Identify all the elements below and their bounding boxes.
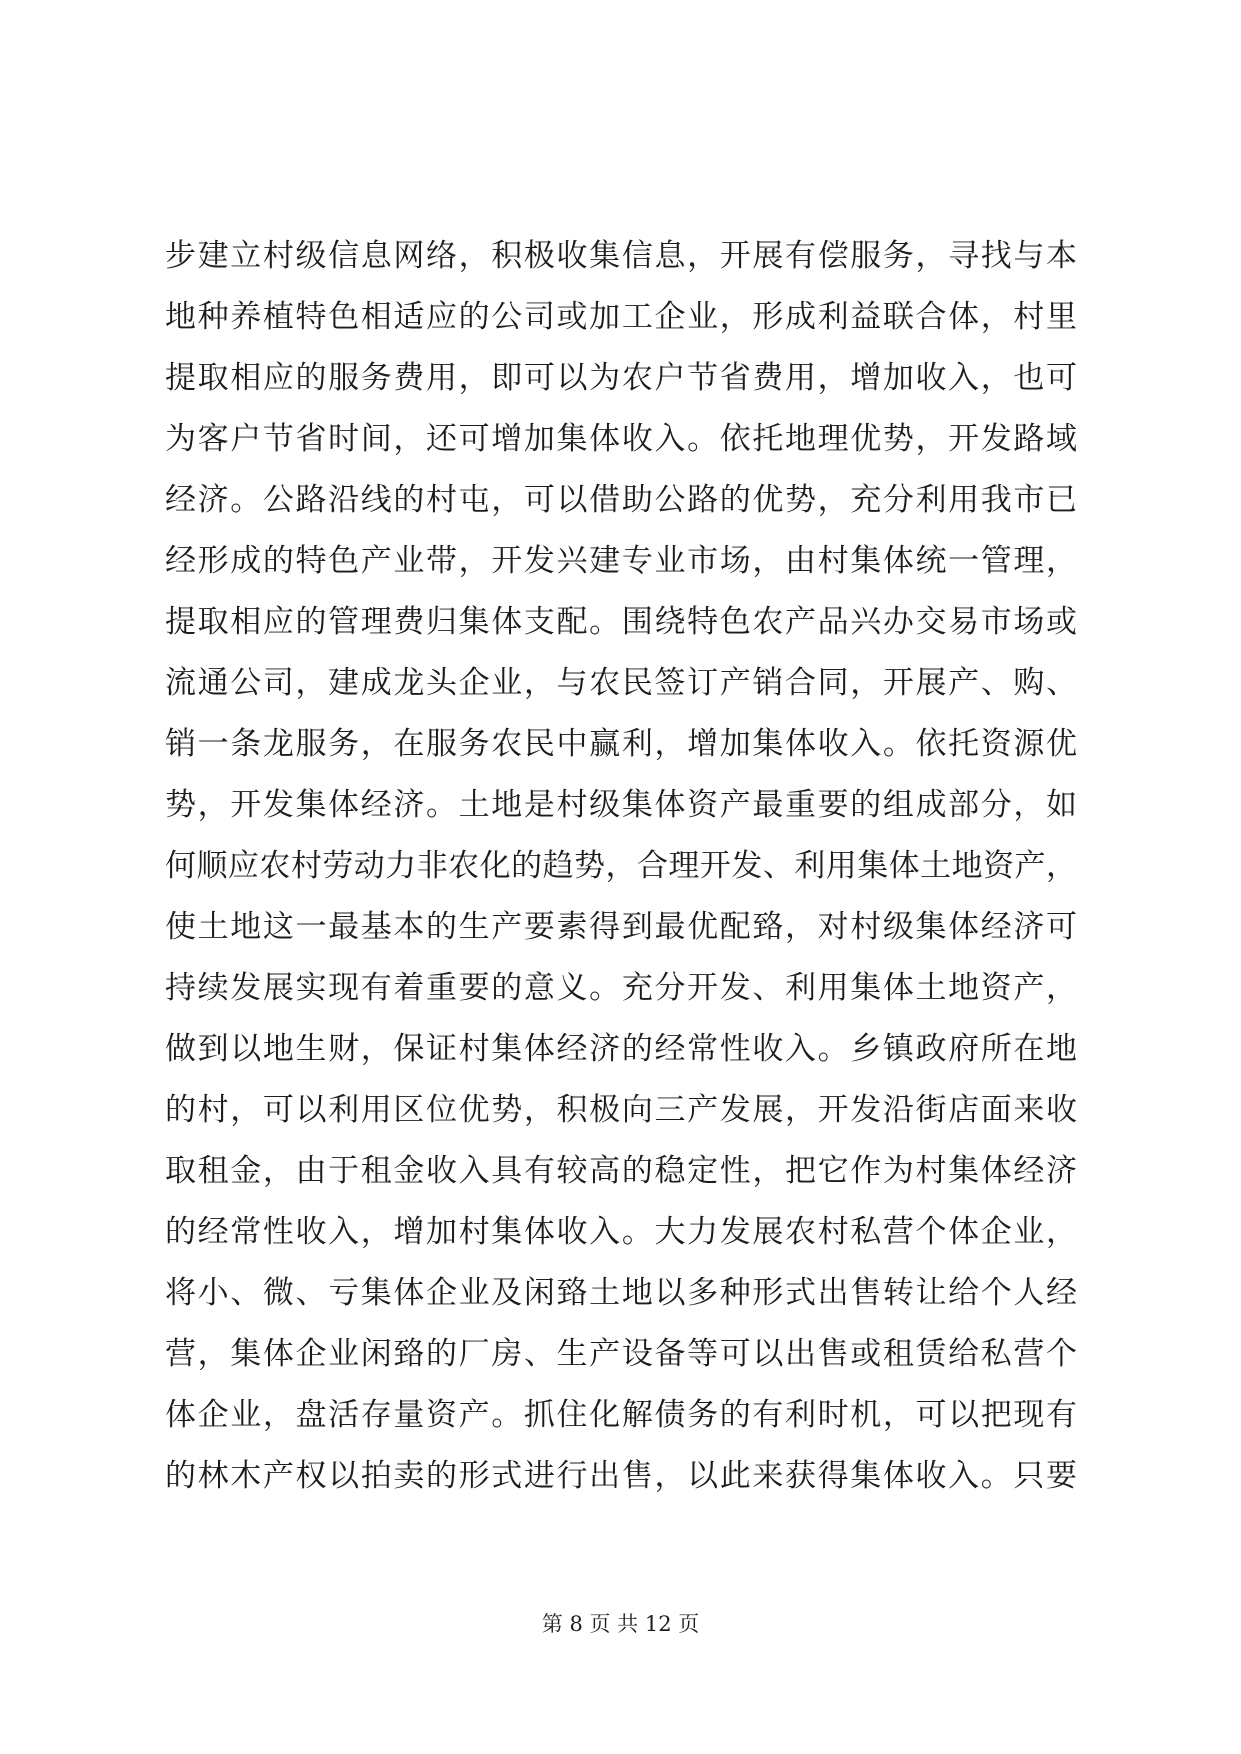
text-line: 取租金，由于租金收入具有较高的稳定性，把它作为村集体经济 bbox=[165, 1153, 1077, 1189]
text-line: 何顺应农村劳动力非农化的趋势，合理开发、利用集体土地资产， bbox=[165, 848, 1077, 884]
text-line: 营，集体企业闲臵的厂房、生产设备等可以出售或租赁给私营个 bbox=[165, 1336, 1077, 1372]
text-line: 经形成的特色产业带，开发兴建专业市场，由村集体统一管理， bbox=[165, 543, 1077, 579]
text-line: 的经常性收入，增加村集体收入。大力发展农村私营个体企业， bbox=[165, 1214, 1077, 1250]
text-line: 地种养植特色相适应的公司或加工企业，形成利益联合体，村里 bbox=[165, 299, 1077, 335]
text-line: 经济。公路沿线的村屯，可以借助公路的优势，充分利用我市已 bbox=[165, 482, 1077, 518]
text-line: 提取相应的管理费归集体支配。围绕特色农产品兴办交易市场或 bbox=[165, 604, 1077, 640]
text-line: 提取相应的服务费用，即可以为农户节省费用，增加收入，也可 bbox=[165, 360, 1077, 396]
text-line: 势，开发集体经济。土地是村级集体资产最重要的组成部分，如 bbox=[165, 787, 1077, 823]
page-footer: 第 8 页 共 12 页 bbox=[541, 1612, 700, 1636]
text-line: 持续发展实现有着重要的意义。充分开发、利用集体土地资产， bbox=[165, 970, 1077, 1006]
text-line: 做到以地生财，保证村集体经济的经常性收入。乡镇政府所在地 bbox=[165, 1031, 1077, 1067]
text-line: 流通公司，建成龙头企业，与农民签订产销合同，开展产、购、 bbox=[165, 665, 1077, 701]
text-line: 销一条龙服务，在服务农民中赢利，增加集体收入。依托资源优 bbox=[165, 726, 1077, 762]
text-line: 的林木产权以拍卖的形式进行出售，以此来获得集体收入。只要 bbox=[165, 1458, 1077, 1494]
text-line: 为客户节省时间，还可增加集体收入。依托地理优势，开发路域 bbox=[165, 421, 1077, 457]
text-line: 的村，可以利用区位优势，积极向三产发展，开发沿街店面来收 bbox=[165, 1092, 1077, 1128]
body-text bbox=[165, 226, 1077, 1507]
text-line: 体企业，盘活存量资产。抓住化解债务的有利时机，可以把现有 bbox=[165, 1397, 1077, 1433]
text-line: 步建立村级信息网络，积极收集信息，开展有偿服务，寻找与本 bbox=[165, 238, 1077, 274]
text-line: 使土地这一最基本的生产要素得到最优配臵，对村级集体经济可 bbox=[165, 909, 1077, 945]
text-line: 将小、微、亏集体企业及闲臵土地以多种形式出售转让给个人经 bbox=[165, 1275, 1077, 1311]
